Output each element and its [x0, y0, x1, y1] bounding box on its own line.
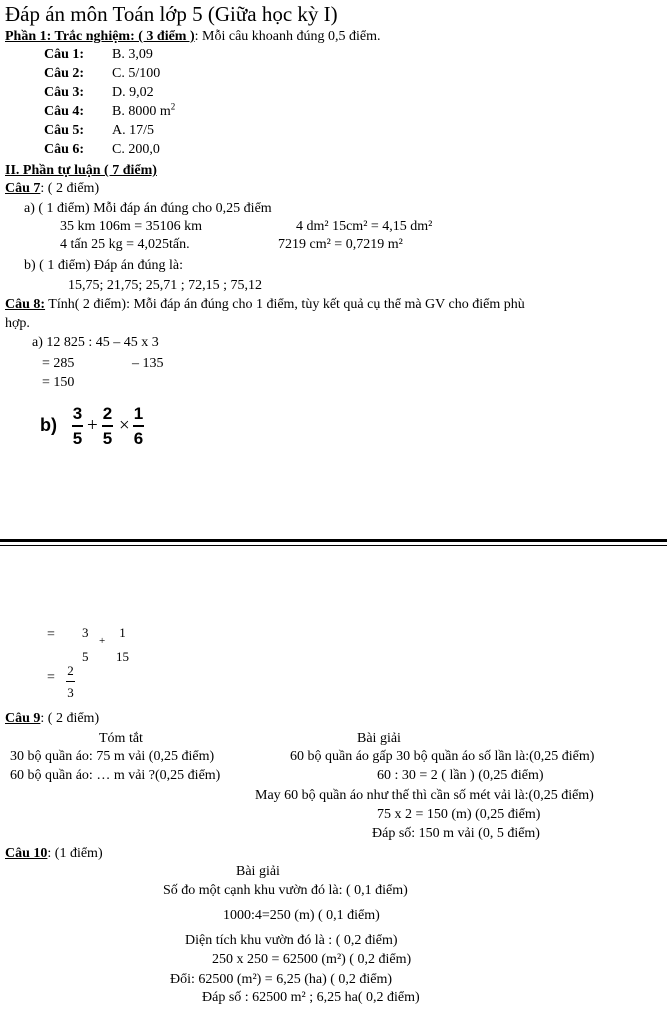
denominator: 5	[82, 649, 89, 664]
answer-choice-text: C. 200,0	[112, 142, 160, 157]
cau10-label: Câu 10	[5, 846, 48, 861]
cau10-line-3: Diện tích khu vườn đó là : ( 0,2 điểm)	[185, 933, 398, 948]
answer-question-label: Câu 5:	[44, 123, 85, 138]
answer-choice-text: C. 5/100	[112, 66, 161, 81]
cau10-heading	[5, 845, 103, 863]
part2-heading: II. Phần tự luận ( 7 điểm)	[5, 163, 157, 178]
cau9-solution-line-2: 60 : 30 = 2 ( lần ) (0,25 điểm)	[377, 768, 544, 783]
fraction-bar	[66, 681, 75, 682]
cau9-heading	[5, 710, 99, 728]
answer-choice-text: D. 9,02	[112, 85, 154, 100]
cau8-b-fraction-1	[72, 405, 83, 448]
cau7-label: Câu 7	[5, 181, 41, 196]
fraction-bar	[72, 425, 83, 427]
answer-choice	[112, 141, 160, 159]
part1-note: : Mỗi câu khoanh đúng 0,5 điểm.	[194, 29, 381, 44]
numerator: 1	[119, 625, 126, 640]
answer-choice	[112, 122, 154, 140]
answer-question-label: Câu 6:	[44, 142, 85, 157]
answer-question-label: Câu 3:	[44, 85, 85, 100]
cau8-b-fraction-2	[102, 405, 113, 448]
cau7-a-line-1: 35 km 106m = 35106 km	[60, 219, 203, 234]
answer-choice	[112, 65, 160, 83]
answer-choice	[112, 84, 154, 102]
cau9-summary-line-1: 30 bộ quần áo: 75 m vải (0,25 điểm)	[10, 749, 215, 764]
cau8-label: Câu 8:	[5, 297, 46, 312]
cau7-a-text: a) ( 1 điểm) Mỗi đáp án đúng cho 0,25 điểm	[24, 201, 272, 216]
cau8-b-eq-1: =	[47, 627, 55, 642]
cau9-solution-line-1: 60 bộ quần áo gấp 30 bộ quần áo số lần là:(0,25 điểm)	[290, 749, 595, 764]
answer-question-label: Câu 1:	[44, 47, 85, 62]
cau8-b-step1-fraction-2	[116, 624, 129, 666]
part1-heading: Phần 1: Trắc nghiệm: ( 3 điểm )	[5, 29, 195, 44]
numerator: 3	[72, 404, 83, 423]
cau9-solution-line-3: May 60 bộ quần áo như thế thì cần số mét vải là:(0,25 điểm)	[255, 788, 594, 803]
cau8-b-eq-2: =	[47, 670, 55, 685]
numerator: 2	[102, 404, 113, 423]
answer-choice-text: A. 17/5	[112, 123, 154, 138]
cau10-line-1: Số đo một cạnh khu vườn đó là: ( 0,1 điểm)	[163, 883, 408, 898]
denominator: 3	[67, 685, 74, 700]
denominator: 5	[102, 429, 113, 448]
fraction-bar	[102, 425, 113, 427]
denominator: 15	[116, 649, 129, 664]
cau8-heading	[5, 296, 525, 314]
part1-heading-line	[5, 28, 381, 46]
cau10-line-5: Đổi: 62500 (m²) = 6,25 (ha) ( 0,2 điểm)	[170, 972, 393, 987]
cau10-points: : (1 điểm)	[47, 846, 103, 861]
cau10-solution-title: Bài giải	[236, 864, 280, 879]
answer-question-label: Câu 2:	[44, 66, 85, 81]
fraction-bar	[133, 425, 144, 427]
page-title: Đáp án môn Toán lớp 5 (Giữa học kỳ I)	[5, 2, 338, 26]
plus-sign: +	[99, 635, 106, 647]
cau9-solution-line-4: 75 x 2 = 150 (m) (0,25 điểm)	[377, 807, 541, 822]
denominator: 5	[72, 429, 83, 448]
cau9-solution-title: Bài giải	[357, 731, 401, 746]
cau9-label: Câu 9	[5, 711, 41, 726]
cau10-line-2: 1000:4=250 (m) ( 0,1 điểm)	[223, 908, 380, 923]
cau8-b-step2-fraction	[66, 662, 75, 702]
cau7-a-line-4: 7219 cm² = 0,7219 m²	[278, 237, 403, 252]
cau7-b-answer: 15,75; 21,75; 25,71 ; 72,15 ; 75,12	[68, 278, 263, 293]
cau7-b-text: b) ( 1 điểm) Đáp án đúng là:	[24, 258, 184, 273]
cau7-a-line-2: 4 dm² 15cm² = 4,15 dm²	[296, 219, 433, 234]
cau7-points: : ( 2 điểm)	[40, 181, 100, 196]
cau10-line-4: 250 x 250 = 62500 (m²) ( 0,2 điểm)	[212, 952, 412, 967]
answer-choice	[112, 103, 175, 121]
cau8-a-step2: = 150	[42, 375, 75, 390]
cau8-a-step1: = 285	[42, 356, 75, 371]
cau9-points: : ( 2 điểm)	[40, 711, 100, 726]
cau7-a-line-3: 4 tấn 25 kg = 4,025tấn.	[60, 237, 190, 252]
cau7-heading	[5, 180, 99, 198]
cau8-text: Tính( 2 điểm): Mỗi đáp án đúng cho 1 điểm, tùy kết quả cụ thể mà GV cho điểm phù	[45, 297, 525, 312]
answer-choice	[112, 46, 153, 64]
page-separator-thin	[0, 545, 667, 546]
cau9-summary-title: Tóm tắt	[99, 731, 143, 746]
cau8-b-label: b)	[40, 415, 57, 435]
cau9-summary-line-2: 60 bộ quần áo: … m vải ?(0,25 điểm)	[10, 768, 221, 783]
answer-question-label: Câu 4:	[44, 104, 85, 119]
cau8-b-step1-fraction-1	[82, 624, 89, 666]
cau9-solution-line-5: Đáp số: 150 m vải (0, 5 điểm)	[372, 826, 540, 841]
numerator: 2	[67, 663, 74, 678]
cau8-text-cont: hợp.	[5, 316, 30, 331]
cau8-a-expr: a) 12 825 : 45 – 45 x 3	[32, 335, 159, 350]
answer-choice-text: B. 3,09	[112, 47, 153, 62]
plus-sign: +	[87, 415, 98, 436]
page-separator-thick	[0, 539, 667, 542]
numerator: 1	[133, 404, 144, 423]
denominator: 6	[133, 429, 144, 448]
times-sign: ×	[119, 415, 130, 436]
cau8-b-fraction-3	[133, 405, 144, 448]
answer-superscript: 2	[170, 101, 176, 112]
answer-choice-text: B. 8000 m	[112, 104, 171, 119]
cau10-line-6: Đáp số : 62500 m² ; 6,25 ha( 0,2 điểm)	[202, 990, 420, 1005]
numerator: 3	[82, 625, 89, 640]
cau8-a-step1b: – 135	[132, 356, 164, 371]
